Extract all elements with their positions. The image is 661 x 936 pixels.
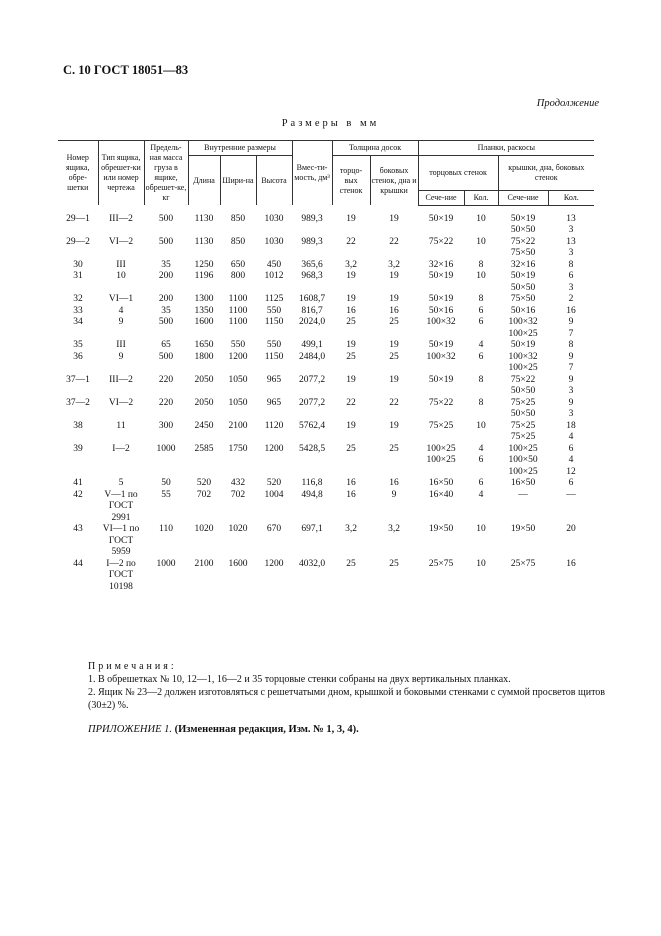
cell-lid-section: 50×19 (510, 340, 536, 350)
cell-height: 1004 (264, 489, 284, 500)
cell-lid-qty: 18 4 (566, 420, 576, 442)
cell-end-section: 75×25 (428, 420, 454, 431)
table-row (58, 306, 594, 318)
cell-height: 1200 (264, 558, 284, 569)
table-wrapper (58, 140, 594, 593)
cell-number: 29—2 (66, 236, 90, 247)
cell-type: VI—1 (108, 294, 134, 304)
cell-number: 42 (73, 489, 83, 500)
cell-type: I—2 по ГОСТ 10198 (106, 558, 136, 592)
cell-number: 34 (73, 317, 83, 327)
cell-length: 2450 (194, 420, 214, 431)
cell-length: 1650 (194, 340, 214, 350)
cell-end-qty: 8 (478, 397, 484, 408)
cell-end-qty: 10 (476, 420, 486, 431)
cell-thickness-side: 3,2 (388, 259, 400, 270)
cell-type: VI—2 (108, 236, 134, 247)
cell-end-qty: 6 (478, 317, 484, 327)
cell-width: 1200 (228, 351, 248, 362)
cell-lid-section: 25×75 (510, 558, 536, 569)
table-row (58, 524, 594, 559)
cell-end-section: 50×19 (428, 271, 454, 281)
cell-end-qty: 4 (478, 489, 484, 500)
cell-type: 10 (116, 271, 126, 281)
cell-lid-section: 100×25 100×50 100×25 (508, 443, 538, 477)
cell-lid-qty: — (566, 489, 576, 500)
cell-length: 1800 (194, 351, 214, 362)
cell-lid-section: 100×32 100×25 (508, 317, 538, 339)
cell-lid-qty: 6 4 12 (566, 443, 576, 477)
cell-lid-section: 32×16 (510, 259, 536, 270)
cell-lid-qty: 6 (568, 478, 574, 488)
col-end-walls: торцо-вых стенок (332, 156, 370, 206)
appendix-label: ПРИЛОЖЕНИЕ 1. (88, 724, 172, 735)
cell-thickness-side: 25 (389, 558, 399, 569)
col-lid-slats: крышки, дна, боковых стенок (498, 156, 594, 191)
table-row (58, 214, 594, 237)
cell-height: 550 (266, 305, 282, 316)
continuation-label: Продолжение (536, 98, 599, 109)
cell-thickness-end: 25 (346, 317, 356, 327)
cell-number: 37—2 (66, 397, 90, 408)
cell-end-section: 25×75 (428, 558, 454, 569)
cell-length: 1250 (194, 259, 214, 270)
cell-length: 2585 (194, 443, 214, 454)
cell-length: 1130 (194, 213, 214, 224)
cell-type: 5 (118, 478, 124, 488)
cell-thickness-side: 25 (389, 351, 399, 362)
cell-end-section: 50×19 (428, 340, 454, 350)
cell-capacity: 968,3 (301, 271, 323, 281)
cell-lid-qty: 16 (566, 305, 576, 316)
cell-mass: 35 (161, 305, 171, 316)
cell-type: 9 (118, 317, 124, 327)
col-slats: Планки, раскосы (418, 141, 594, 156)
cell-thickness-side: 19 (389, 294, 399, 304)
cell-thickness-end: 16 (346, 489, 356, 500)
cell-thickness-side: 19 (389, 271, 399, 281)
cell-type: III—2 (109, 374, 133, 385)
cell-thickness-end: 16 (346, 478, 356, 488)
cell-lid-qty: 13 3 (566, 213, 576, 235)
cell-capacity: 989,3 (301, 236, 323, 247)
cell-width: 1100 (228, 305, 248, 316)
cell-capacity: 989,3 (301, 213, 323, 224)
cell-height: 1200 (264, 443, 284, 454)
cell-mass: 500 (158, 213, 174, 224)
cell-type: III (116, 259, 126, 270)
cell-mass: 200 (158, 294, 174, 304)
cell-width: 1050 (228, 374, 248, 385)
cell-height: 670 (266, 524, 282, 534)
cell-width: 550 (230, 340, 246, 350)
col-width: Шири-на (220, 156, 256, 206)
cell-thickness-end: 19 (346, 294, 356, 304)
table-row (58, 490, 594, 525)
cell-thickness-end: 22 (346, 397, 356, 408)
cell-mass: 35 (161, 259, 171, 270)
col-board-thickness: Толщина досок (332, 141, 418, 156)
cell-end-qty: 4 (478, 340, 484, 350)
table-row (58, 375, 594, 398)
cell-mass: 1000 (156, 443, 176, 454)
cell-width: 1750 (228, 443, 248, 454)
cell-end-section: 100×32 (426, 317, 456, 327)
cell-lid-section: 50×16 (510, 305, 536, 316)
cell-number: 39 (73, 443, 83, 454)
cell-number: 44 (73, 558, 83, 569)
cell-thickness-side: 22 (389, 397, 399, 408)
table-body (58, 205, 594, 593)
col-inner-dimensions: Внутренние размеры (188, 141, 292, 156)
cell-number: 36 (73, 351, 83, 362)
cell-mass: 500 (158, 236, 174, 247)
cell-width: 650 (230, 259, 246, 270)
boxes-table (58, 140, 594, 593)
cell-length: 1196 (194, 271, 214, 281)
cell-capacity: 5428,5 (298, 443, 326, 454)
cell-thickness-end: 3,2 (345, 259, 357, 270)
cell-mass: 220 (158, 397, 174, 408)
cell-lid-section: 75×22 75×50 (510, 236, 536, 258)
cell-lid-qty: 9 7 (568, 317, 574, 339)
col-type: Тип ящика, обрешет-ки или номер чертежа (98, 141, 144, 206)
cell-length: 2050 (194, 397, 214, 408)
cell-thickness-end: 3,2 (345, 524, 357, 534)
note-item: 2. Ящик № 23—2 должен изготовляться с решетчатыми дном, крышкой и боковыми стенками с суммой просветов щитов (30±2) %. (88, 687, 606, 711)
cell-thickness-end: 25 (346, 351, 356, 362)
table-row (58, 421, 594, 444)
cell-end-section: 50×16 (428, 305, 454, 316)
cell-end-qty: 10 (476, 271, 486, 281)
cell-number: 29—1 (66, 213, 90, 224)
cell-height: 520 (266, 478, 282, 488)
col-height: Высота (256, 156, 292, 206)
cell-width: 850 (230, 236, 246, 247)
cell-end-qty: 10 (476, 524, 486, 534)
cell-length: 520 (196, 478, 212, 488)
cell-end-qty: 10 (476, 558, 486, 569)
cell-end-qty: 10 (476, 213, 486, 224)
cell-mass: 55 (161, 489, 171, 500)
cell-end-section: 50×19 (428, 294, 454, 304)
cell-end-section: 100×25 100×25 (426, 443, 456, 465)
table-row (58, 317, 594, 340)
cell-type: VI—1 по ГОСТ 5959 (102, 524, 140, 557)
table-row (58, 294, 594, 306)
cell-end-qty: 6 (478, 478, 484, 488)
cell-height: 550 (266, 340, 282, 350)
cell-end-section: 75×22 (428, 236, 454, 247)
cell-lid-qty: 16 (566, 558, 576, 569)
table-row (58, 260, 594, 272)
cell-lid-qty: 13 3 (566, 236, 576, 258)
table-row (58, 271, 594, 294)
cell-height: 1150 (264, 317, 284, 327)
cell-width: 1100 (228, 317, 248, 327)
cell-end-qty: 4 6 (478, 443, 484, 465)
cell-thickness-side: 3,2 (388, 524, 400, 534)
cell-capacity: 5762,4 (298, 420, 326, 431)
table-caption: Размеры в мм (281, 118, 380, 129)
cell-lid-section: 75×25 75×25 (510, 420, 536, 442)
cell-length: 1350 (194, 305, 214, 316)
cell-thickness-end: 19 (346, 420, 356, 431)
table-row (58, 340, 594, 352)
cell-thickness-end: 16 (346, 305, 356, 316)
cell-end-qty: 8 (478, 259, 484, 270)
cell-number: 35 (73, 340, 83, 350)
cell-mass: 220 (158, 374, 174, 385)
cell-capacity: 4032,0 (298, 558, 326, 569)
cell-capacity: 1608,7 (298, 294, 326, 304)
cell-height: 1150 (264, 351, 284, 362)
table-row (58, 352, 594, 375)
cell-capacity: 116,8 (301, 478, 323, 488)
cell-type: 9 (118, 351, 124, 362)
cell-lid-section: 16×50 (510, 478, 536, 488)
col-length: Длина (188, 156, 220, 206)
cell-capacity: 2077,2 (298, 374, 326, 385)
cell-capacity: 697,1 (301, 524, 323, 534)
notes-section (88, 660, 608, 712)
cell-mass: 110 (159, 524, 173, 534)
cell-thickness-side: 16 (389, 305, 399, 316)
cell-width: 702 (230, 489, 246, 500)
cell-lid-section: — (518, 489, 528, 500)
cell-capacity: 2484,0 (298, 351, 326, 362)
cell-length: 1600 (194, 317, 214, 327)
cell-thickness-end: 19 (346, 213, 356, 224)
cell-capacity: 499,1 (301, 340, 323, 350)
col-end-wall-slats: торцовых стенок (418, 156, 498, 191)
cell-thickness-side: 22 (389, 236, 399, 247)
cell-thickness-end: 19 (346, 374, 356, 385)
cell-thickness-end: 19 (346, 340, 356, 350)
cell-lid-qty: 8 (568, 340, 574, 350)
cell-thickness-side: 16 (389, 478, 399, 488)
cell-type: VI—2 (108, 397, 134, 408)
cell-length: 2100 (194, 558, 214, 569)
cell-thickness-end: 22 (346, 236, 356, 247)
table-row (58, 237, 594, 260)
cell-length: 1130 (194, 236, 214, 247)
cell-lid-qty: 8 (568, 259, 574, 270)
col-end-qty: Кол. (464, 190, 498, 205)
cell-type: III—2 (109, 213, 133, 224)
col-capacity: Вмес-ти-мость, дм³ (292, 141, 332, 206)
cell-end-section: 50×19 (428, 374, 454, 385)
col-max-mass: Предель-ная масса груза в ящике, обрешет-ке, кг (144, 141, 188, 206)
cell-length: 1020 (194, 524, 214, 534)
cell-number: 37—1 (66, 374, 90, 385)
cell-lid-qty: 9 7 (568, 351, 574, 373)
note-item: 1. В обрешетках № 10, 12—1, 16—2 и 35 торцовые стенки собраны на двух вертикальных планках. (88, 674, 511, 685)
col-lid-section: Сече-ние (498, 190, 548, 205)
cell-height: 450 (266, 259, 282, 270)
cell-mass: 300 (158, 420, 174, 431)
cell-lid-section: 100×32 100×25 (508, 351, 538, 373)
cell-lid-section: 50×19 50×50 (510, 271, 536, 293)
cell-capacity: 365,6 (301, 259, 323, 270)
cell-width: 1050 (228, 397, 248, 408)
cell-type: I—2 (112, 443, 130, 454)
table-row (58, 478, 594, 490)
cell-capacity: 2024,0 (298, 317, 326, 327)
cell-type: 4 (118, 305, 124, 316)
notes-title: Примечания: (88, 661, 177, 672)
cell-lid-qty: 2 (568, 294, 574, 304)
cell-width: 432 (230, 478, 246, 488)
cell-height: 965 (266, 397, 282, 408)
cell-number: 43 (73, 524, 83, 534)
cell-mass: 65 (161, 340, 171, 350)
cell-mass: 50 (161, 478, 171, 488)
cell-length: 702 (196, 489, 212, 500)
cell-lid-qty: 9 3 (568, 374, 574, 396)
table-row (58, 444, 594, 479)
cell-lid-section: 75×22 50×50 (510, 374, 536, 396)
cell-width: 1020 (228, 524, 248, 534)
cell-end-section: 100×32 (426, 351, 456, 362)
page-header: С. 10 ГОСТ 18051—83 (63, 63, 189, 77)
cell-lid-qty: 6 3 (568, 271, 574, 293)
cell-number: 41 (73, 478, 83, 488)
cell-end-section: 16×40 (428, 489, 454, 500)
col-lid-qty: Кол. (548, 190, 594, 205)
cell-end-section: 19×50 (428, 524, 454, 534)
cell-height: 1030 (264, 236, 284, 247)
cell-end-qty: 8 (478, 374, 484, 385)
cell-thickness-end: 25 (346, 558, 356, 569)
cell-mass: 1000 (156, 558, 176, 569)
cell-number: 38 (73, 420, 83, 431)
cell-number: 33 (73, 305, 83, 316)
table-row (58, 398, 594, 421)
cell-height: 1012 (264, 271, 284, 281)
cell-width: 1100 (228, 294, 248, 304)
cell-end-section: 50×19 (428, 213, 454, 224)
cell-type: 11 (116, 420, 126, 431)
cell-number: 32 (73, 294, 83, 304)
cell-capacity: 2077,2 (298, 397, 326, 408)
cell-width: 850 (230, 213, 246, 224)
cell-mass: 500 (158, 351, 174, 362)
cell-length: 1300 (194, 294, 214, 304)
cell-height: 1120 (264, 420, 284, 431)
cell-thickness-end: 25 (346, 443, 356, 454)
cell-end-section: 75×22 (428, 397, 454, 408)
cell-mass: 200 (158, 271, 174, 281)
cell-length: 2050 (194, 374, 214, 385)
cell-end-section: 16×50 (428, 478, 454, 488)
cell-mass: 500 (158, 317, 174, 327)
cell-type: V—1 по ГОСТ 2991 (104, 489, 138, 523)
cell-end-qty: 8 (478, 294, 484, 304)
cell-end-qty: 6 (478, 305, 484, 316)
appendix-line (88, 724, 359, 735)
cell-width: 1600 (228, 558, 248, 569)
cell-capacity: 494,8 (301, 489, 323, 500)
cell-thickness-side: 19 (389, 340, 399, 350)
cell-thickness-side: 19 (389, 420, 399, 431)
cell-thickness-end: 19 (346, 271, 356, 281)
cell-number: 30 (73, 259, 83, 270)
cell-thickness-side: 25 (389, 317, 399, 327)
cell-lid-section: 50×19 50×50 (510, 213, 536, 235)
cell-lid-section: 75×50 (510, 294, 536, 304)
col-side-walls: боковых стенок, дна и крышки (370, 156, 418, 206)
table-row (58, 559, 594, 594)
cell-lid-section: 19×50 (510, 524, 536, 534)
cell-lid-qty: 9 3 (568, 397, 574, 419)
cell-end-qty: 6 (478, 351, 484, 362)
cell-height: 1030 (264, 213, 284, 224)
cell-height: 965 (266, 374, 282, 385)
cell-capacity: 816,7 (301, 305, 323, 316)
col-number: Номер ящика, обре-шетки (58, 141, 98, 206)
cell-end-section: 32×16 (428, 259, 454, 270)
cell-width: 800 (230, 271, 246, 281)
cell-height: 1125 (264, 294, 284, 304)
cell-width: 2100 (228, 420, 248, 431)
cell-end-qty: 10 (476, 236, 486, 247)
cell-thickness-side: 19 (389, 374, 399, 385)
cell-lid-section: 75×25 50×50 (510, 397, 536, 419)
appendix-text: (Измененная редакция, Изм. № 1, 3, 4). (174, 724, 359, 735)
cell-thickness-side: 19 (389, 213, 399, 224)
col-end-section: Сече-ние (418, 190, 464, 205)
cell-thickness-side: 9 (391, 489, 397, 500)
cell-thickness-side: 25 (389, 443, 399, 454)
cell-number: 31 (73, 271, 83, 281)
cell-lid-qty: 20 (566, 524, 576, 534)
cell-type: III (116, 340, 126, 350)
